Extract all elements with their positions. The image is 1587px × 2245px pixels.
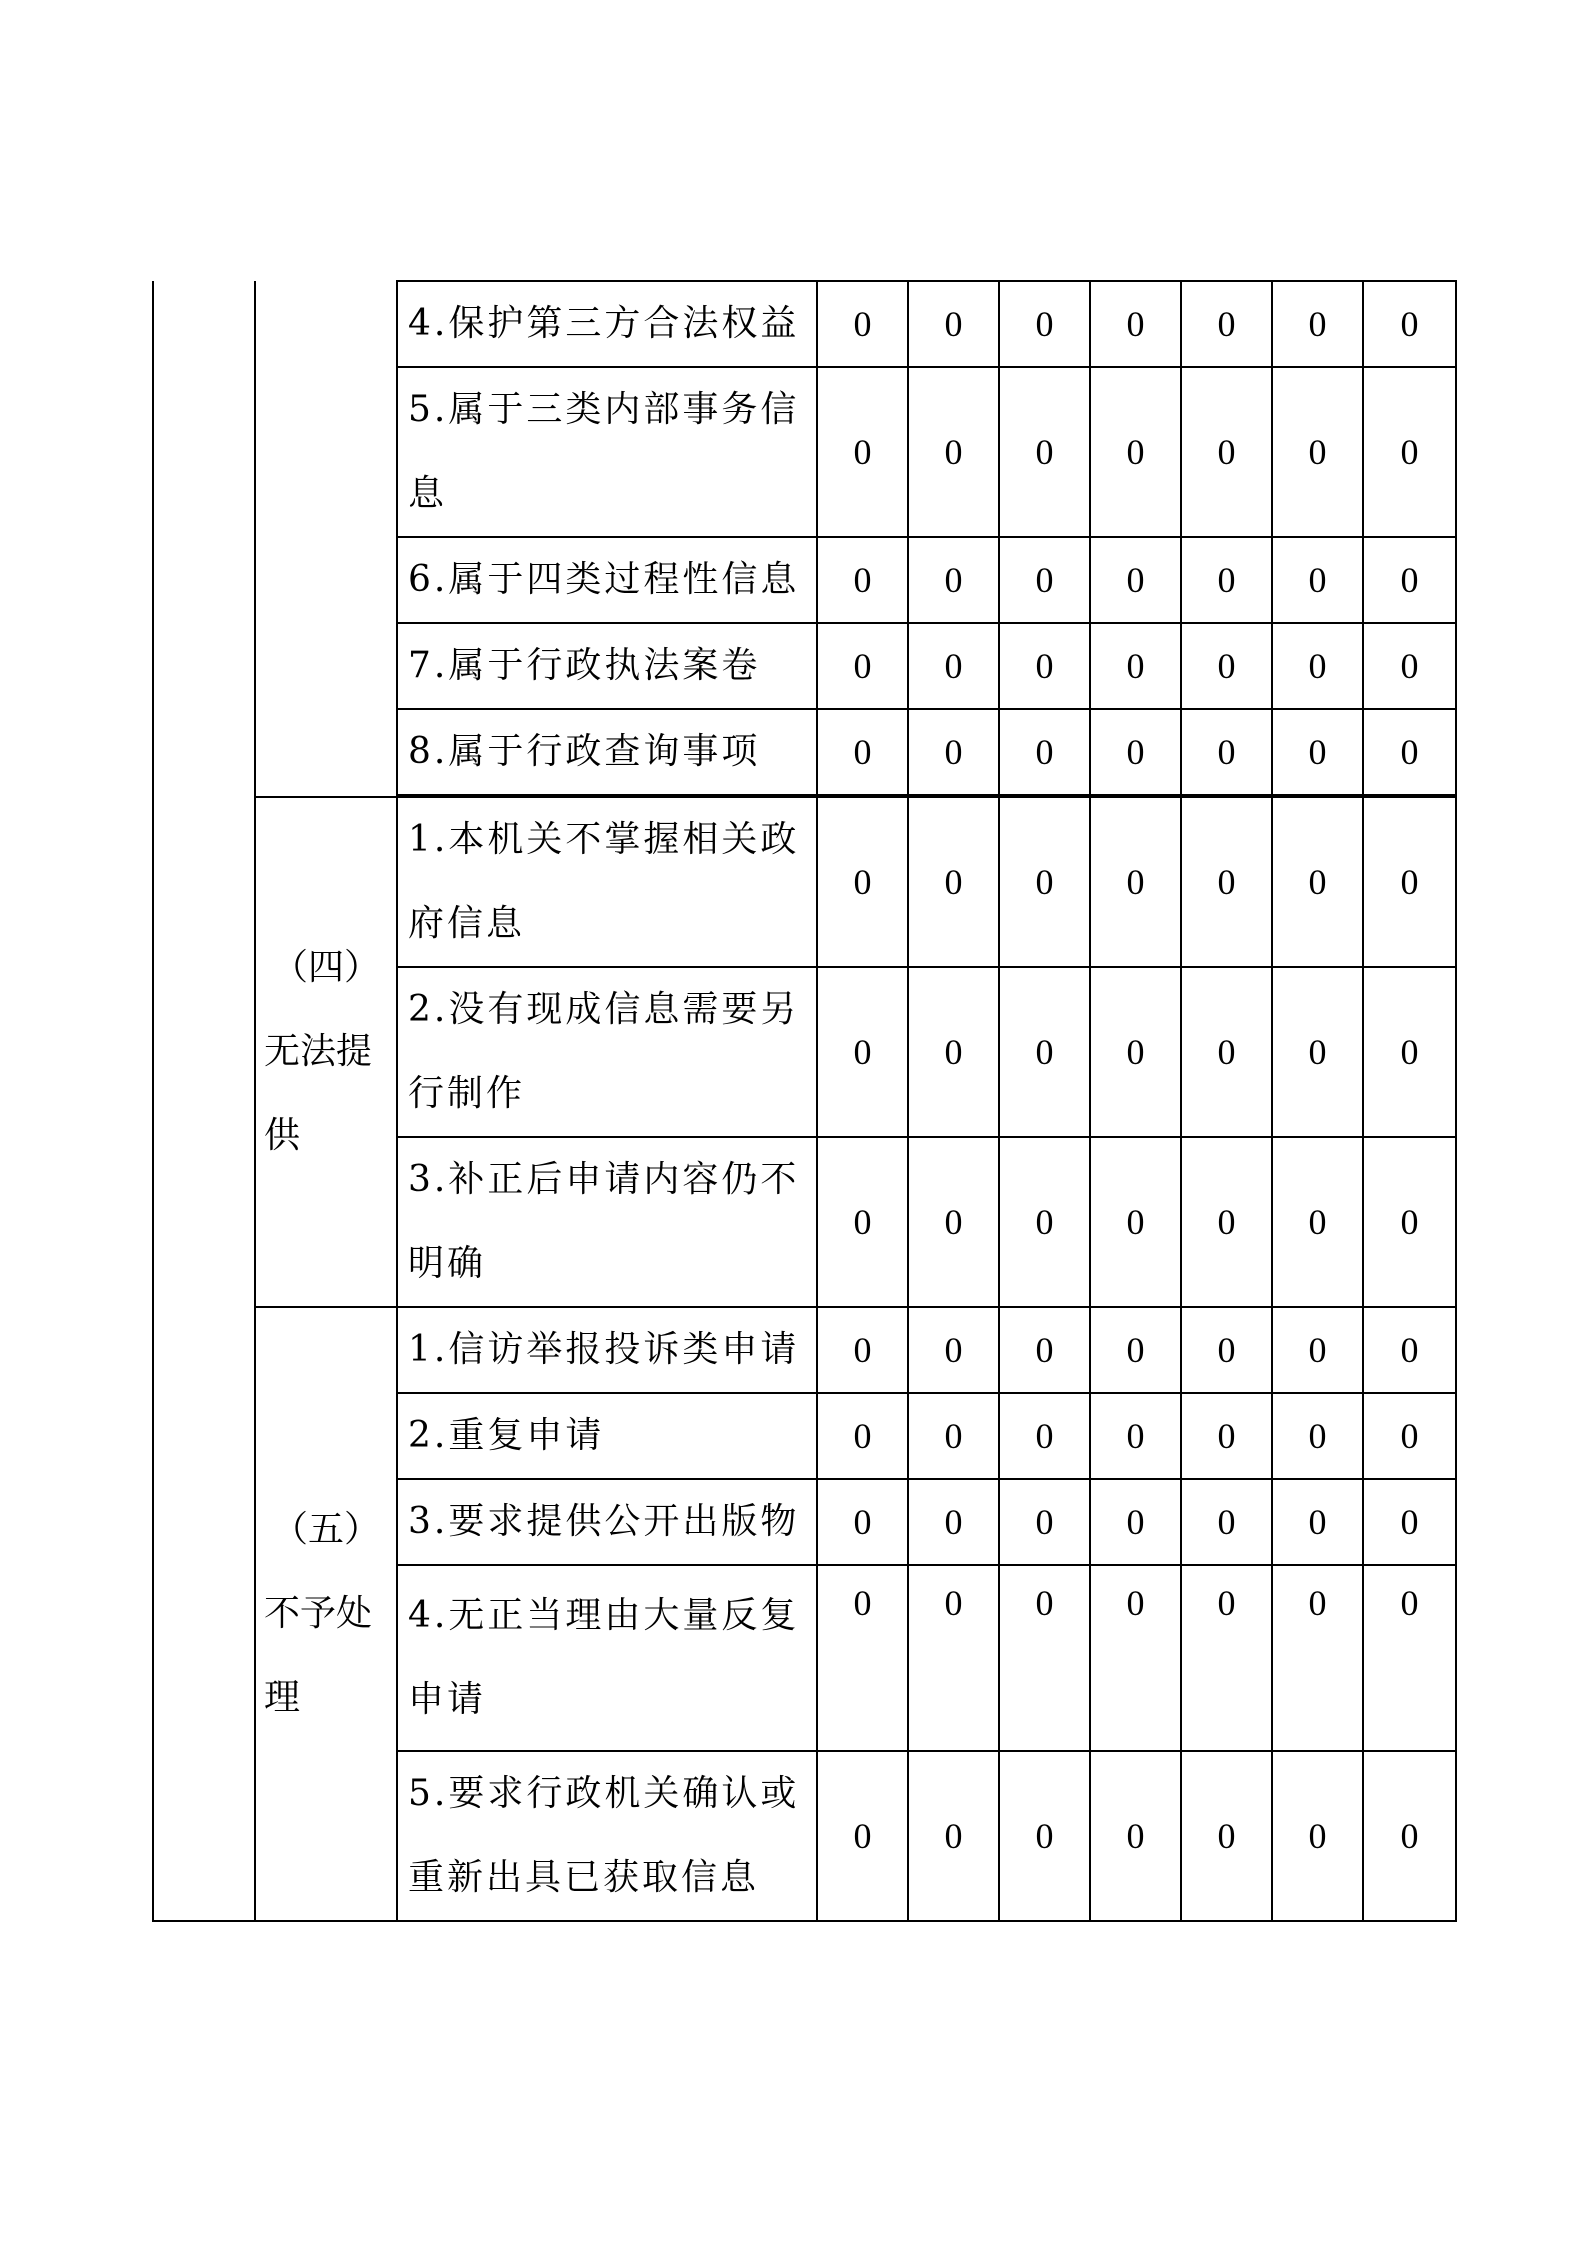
value-cell: 0 <box>817 1751 908 1921</box>
value-cell: 0 <box>1272 1393 1363 1479</box>
value-cell: 0 <box>1363 281 1456 367</box>
item-label: 7.属于行政执法案卷 <box>397 623 817 709</box>
value-cell: 0 <box>817 1393 908 1479</box>
table-row <box>153 1307 1456 1393</box>
value-cell: 0 <box>1090 967 1181 1137</box>
value-cell: 0 <box>1363 1307 1456 1393</box>
value-cell: 0 <box>817 797 908 967</box>
value-cell: 0 <box>1363 1393 1456 1479</box>
value-cell: 0 <box>1272 967 1363 1137</box>
value-cell: 0 <box>908 1751 999 1921</box>
value-cell: 0 <box>908 1307 999 1393</box>
value-cell: 0 <box>1272 1137 1363 1307</box>
value-cell: 0 <box>1272 367 1363 537</box>
section-d-category-cell <box>255 797 397 1307</box>
value-cell: 0 <box>1363 1137 1456 1307</box>
value-cell: 0 <box>817 1307 908 1393</box>
value-cell: 0 <box>1090 1565 1181 1751</box>
value-cell: 0 <box>1363 1751 1456 1921</box>
value-cell: 0 <box>908 281 999 367</box>
section-e-number: （五） <box>271 1509 380 1550</box>
item-label: 1.信访举报投诉类申请 <box>397 1307 817 1393</box>
value-cell: 0 <box>908 967 999 1137</box>
item-label: 4.保护第三方合法权益 <box>397 281 817 367</box>
item-label: 5.属于三类内部事务信息 <box>397 367 817 537</box>
value-cell: 0 <box>1181 623 1272 709</box>
value-cell: 0 <box>1363 1479 1456 1565</box>
table-row <box>153 281 1456 367</box>
value-cell: 0 <box>999 1307 1090 1393</box>
value-cell: 0 <box>1090 1307 1181 1393</box>
value-cell: 0 <box>1181 281 1272 367</box>
value-cell: 0 <box>908 623 999 709</box>
item-label: 6.属于四类过程性信息 <box>397 537 817 623</box>
value-cell: 0 <box>1181 1137 1272 1307</box>
item-label: 4.无正当理由大量反复申请 <box>397 1565 817 1751</box>
value-cell: 0 <box>1090 709 1181 795</box>
value-cell: 0 <box>1363 709 1456 795</box>
value-cell: 0 <box>1181 1565 1272 1751</box>
value-cell: 0 <box>1363 797 1456 967</box>
outer-category-cell <box>153 281 255 1921</box>
item-label: 3.补正后申请内容仍不明确 <box>397 1137 817 1307</box>
value-cell: 0 <box>908 1565 999 1751</box>
value-cell: 0 <box>1272 623 1363 709</box>
value-cell: 0 <box>1272 1751 1363 1921</box>
value-cell: 0 <box>1272 1307 1363 1393</box>
value-cell: 0 <box>1181 537 1272 623</box>
value-cell: 0 <box>1090 537 1181 623</box>
value-cell: 0 <box>817 1479 908 1565</box>
value-cell: 0 <box>999 797 1090 967</box>
value-cell: 0 <box>999 967 1090 1137</box>
value-cell: 0 <box>1363 1565 1456 1751</box>
value-cell: 0 <box>1363 623 1456 709</box>
value-cell: 0 <box>999 1751 1090 1921</box>
value-cell: 0 <box>1090 1393 1181 1479</box>
value-cell: 0 <box>999 623 1090 709</box>
value-cell: 0 <box>999 1479 1090 1565</box>
value-cell: 0 <box>908 1479 999 1565</box>
value-cell: 0 <box>1181 1751 1272 1921</box>
item-label: 8.属于行政查询事项 <box>397 709 817 795</box>
value-cell: 0 <box>1272 1565 1363 1751</box>
value-cell: 0 <box>1181 709 1272 795</box>
value-cell: 0 <box>1363 967 1456 1137</box>
value-cell: 0 <box>999 1137 1090 1307</box>
value-cell: 0 <box>1181 797 1272 967</box>
value-cell: 0 <box>1090 1479 1181 1565</box>
value-cell: 0 <box>1090 623 1181 709</box>
value-cell: 0 <box>1181 367 1272 537</box>
value-cell: 0 <box>1181 1393 1272 1479</box>
section-c-category-cell <box>255 281 397 797</box>
value-cell: 0 <box>1181 1479 1272 1565</box>
item-label: 3.要求提供公开出版物 <box>397 1479 817 1565</box>
value-cell: 0 <box>1090 1751 1181 1921</box>
section-e-category-cell <box>255 1307 397 1921</box>
value-cell: 0 <box>999 281 1090 367</box>
value-cell: 0 <box>1090 797 1181 967</box>
section-d-number: （四） <box>271 947 380 988</box>
value-cell: 0 <box>1090 1137 1181 1307</box>
value-cell: 0 <box>817 967 908 1137</box>
value-cell: 0 <box>1272 797 1363 967</box>
item-label: 2.重复申请 <box>397 1393 817 1479</box>
section-e-label: 不予处理 <box>264 1593 373 1718</box>
value-cell: 0 <box>817 623 908 709</box>
value-cell: 0 <box>999 537 1090 623</box>
value-cell: 0 <box>817 537 908 623</box>
value-cell: 0 <box>908 1393 999 1479</box>
value-cell: 0 <box>908 537 999 623</box>
item-label: 2.没有现成信息需要另行制作 <box>397 967 817 1137</box>
value-cell: 0 <box>908 367 999 537</box>
value-cell: 0 <box>999 1565 1090 1751</box>
table-row <box>153 797 1456 967</box>
value-cell: 0 <box>1181 967 1272 1137</box>
value-cell: 0 <box>1272 1479 1363 1565</box>
value-cell: 0 <box>817 709 908 795</box>
value-cell: 0 <box>1363 367 1456 537</box>
value-cell: 0 <box>908 797 999 967</box>
value-cell: 0 <box>999 709 1090 795</box>
value-cell: 0 <box>817 1565 908 1751</box>
value-cell: 0 <box>1090 367 1181 537</box>
value-cell: 0 <box>908 709 999 795</box>
value-cell: 0 <box>1272 537 1363 623</box>
value-cell: 0 <box>817 281 908 367</box>
value-cell: 0 <box>817 1137 908 1307</box>
value-cell: 0 <box>999 1393 1090 1479</box>
section-d-label: 无法提供 <box>264 1031 373 1156</box>
value-cell: 0 <box>1272 709 1363 795</box>
value-cell: 0 <box>999 367 1090 537</box>
item-label: 5.要求行政机关确认或重新出具已获取信息 <box>397 1751 817 1921</box>
value-cell: 0 <box>1181 1307 1272 1393</box>
item-label: 1.本机关不掌握相关政府信息 <box>397 797 817 967</box>
value-cell: 0 <box>817 367 908 537</box>
value-cell: 0 <box>908 1137 999 1307</box>
value-cell: 0 <box>1272 281 1363 367</box>
disclosure-statistics-table <box>152 280 1457 1922</box>
value-cell: 0 <box>1363 537 1456 623</box>
value-cell: 0 <box>1090 281 1181 367</box>
